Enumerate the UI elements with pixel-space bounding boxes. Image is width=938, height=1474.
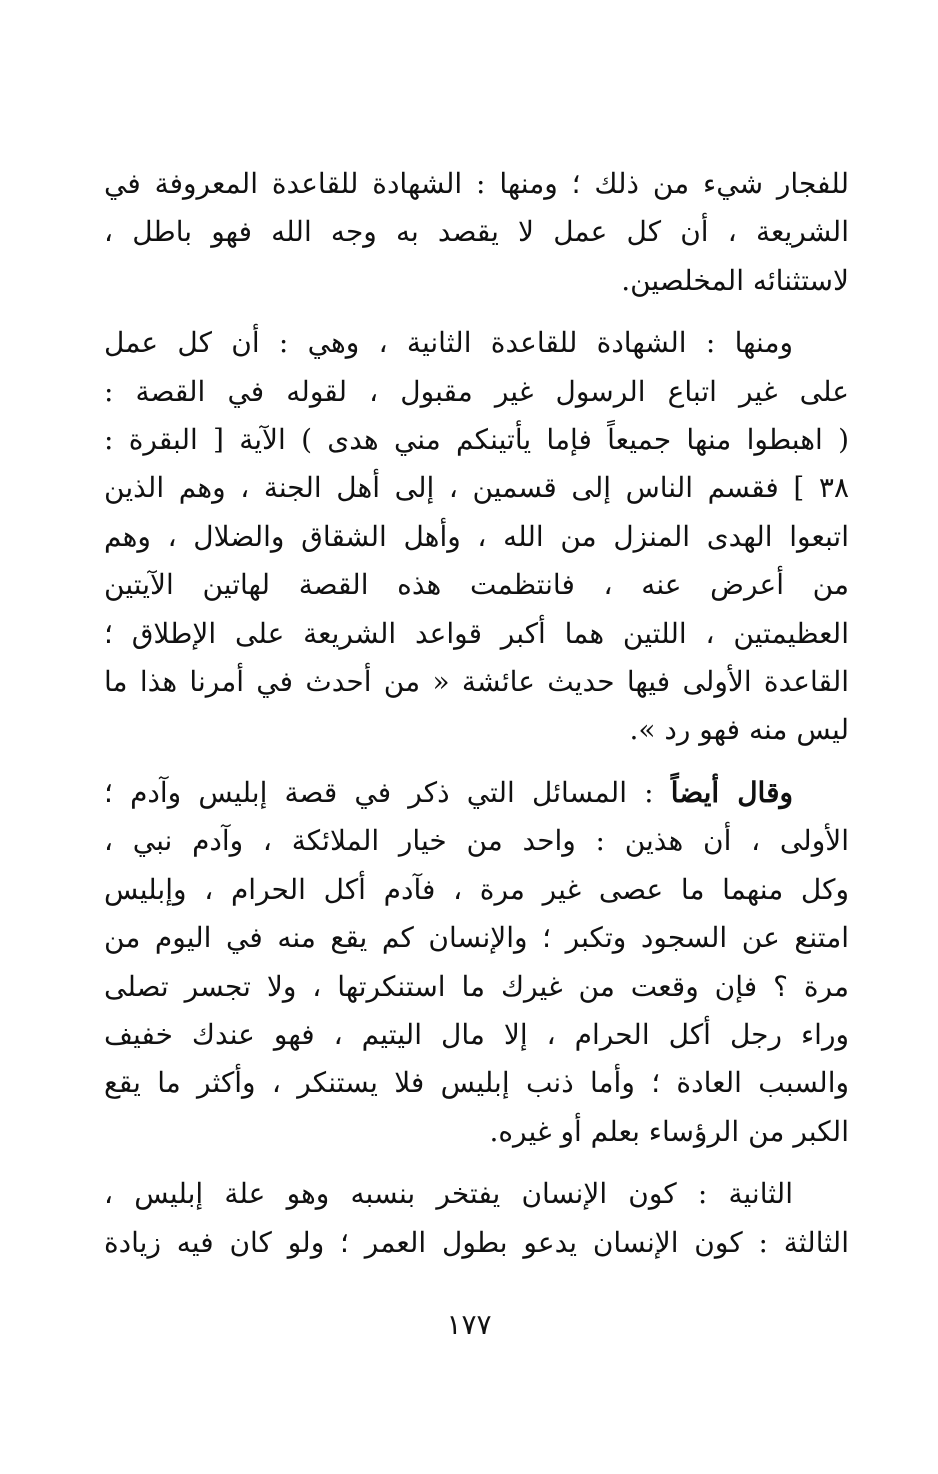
text-span: : المسائل التي ذكر في قصة إبليس وآدم ؛: [104, 775, 671, 809]
text-line: الشريعة ، أن كل عمل لا يقصد به وجه الله فهو باطل ،: [104, 215, 849, 249]
page-number: ١٧٧: [446, 1308, 492, 1341]
text-line: والسبب العادة ؛ وأما ذنب إبليس فلا يستنكر ، وأكثر ما يقع: [104, 1066, 850, 1100]
text-line: وراء رجل أكل الحرام ، إلا مال اليتيم ، فهو عندك خفيف: [104, 1017, 849, 1051]
text-line: اتبعوا الهدى المنزل من الله ، وأهل الشقاق والضلال ، وهم: [104, 519, 849, 553]
text-line: الكبر من الرؤساء بعلم أو غيره.: [489, 1114, 849, 1148]
text-line: ٣٨ ] فقسم الناس إلى قسمين ، إلى أهل الجنة ، وهم الذين: [104, 471, 849, 505]
text-line: ( اهبطوا منها جميعاً فإما يأتينكم مني هدى ) الآية [ البقرة :: [104, 423, 849, 457]
paragraph-2: [104, 319, 849, 755]
text-line: الثانية : كون الإنسان يفتخر بنسبه وهو علة إبليس ،: [104, 1177, 793, 1211]
text-line: العظيمتين ، اللتين هما أكبر قواعد الشريعة على الإطلاق ؛: [104, 616, 849, 650]
paragraph-3: [104, 769, 849, 1156]
text-line: لاستثنائه المخلصين.: [621, 263, 849, 297]
text-line: القاعدة الأولى فيها حديث عائشة « من أحدث في أمرنا هذا ما: [104, 665, 849, 699]
text-line: [104, 769, 849, 817]
text-line: الأولى ، أن هذين : واحد من خيار الملائكة ، وآدم نبي ،: [104, 824, 849, 858]
text-line: ومنها : الشهادة للقاعدة الثانية ، وهي : أن كل عمل: [104, 326, 793, 360]
page-body: [104, 160, 849, 1267]
bold-lead: وقال أيضاً: [670, 775, 793, 809]
text-line: مرة ؟ فإن وقعت من غيرك ما استنكرتها ، ولا تجسر تصلى: [104, 969, 849, 1003]
paragraph-4: [104, 1170, 849, 1267]
paragraph-1: [104, 160, 849, 305]
text-line: للفجار شيء من ذلك ؛ ومنها : الشهادة للقاعدة المعروفة في: [104, 167, 849, 200]
text-line: من أعرض عنه ، فانتظمت هذه القصة لهاتين الآيتين: [104, 568, 849, 602]
text-line: وكل منهما ما عصى غير مرة ، فآدم أكل الحرام ، وإبليس: [104, 872, 849, 906]
text-line: امتنع عن السجود وتكبر ؛ والإنسان كم يقع منه في اليوم من: [104, 921, 850, 955]
text-line: الثالثة : كون الإنسان يدعو بطول العمر ؛ ولو كان فيه زيادة: [104, 1225, 849, 1259]
text-line: على غير اتباع الرسول غير مقبول ، لقوله في القصة :: [104, 374, 849, 408]
text-line: ليس منه فهو رد ».: [629, 713, 849, 747]
